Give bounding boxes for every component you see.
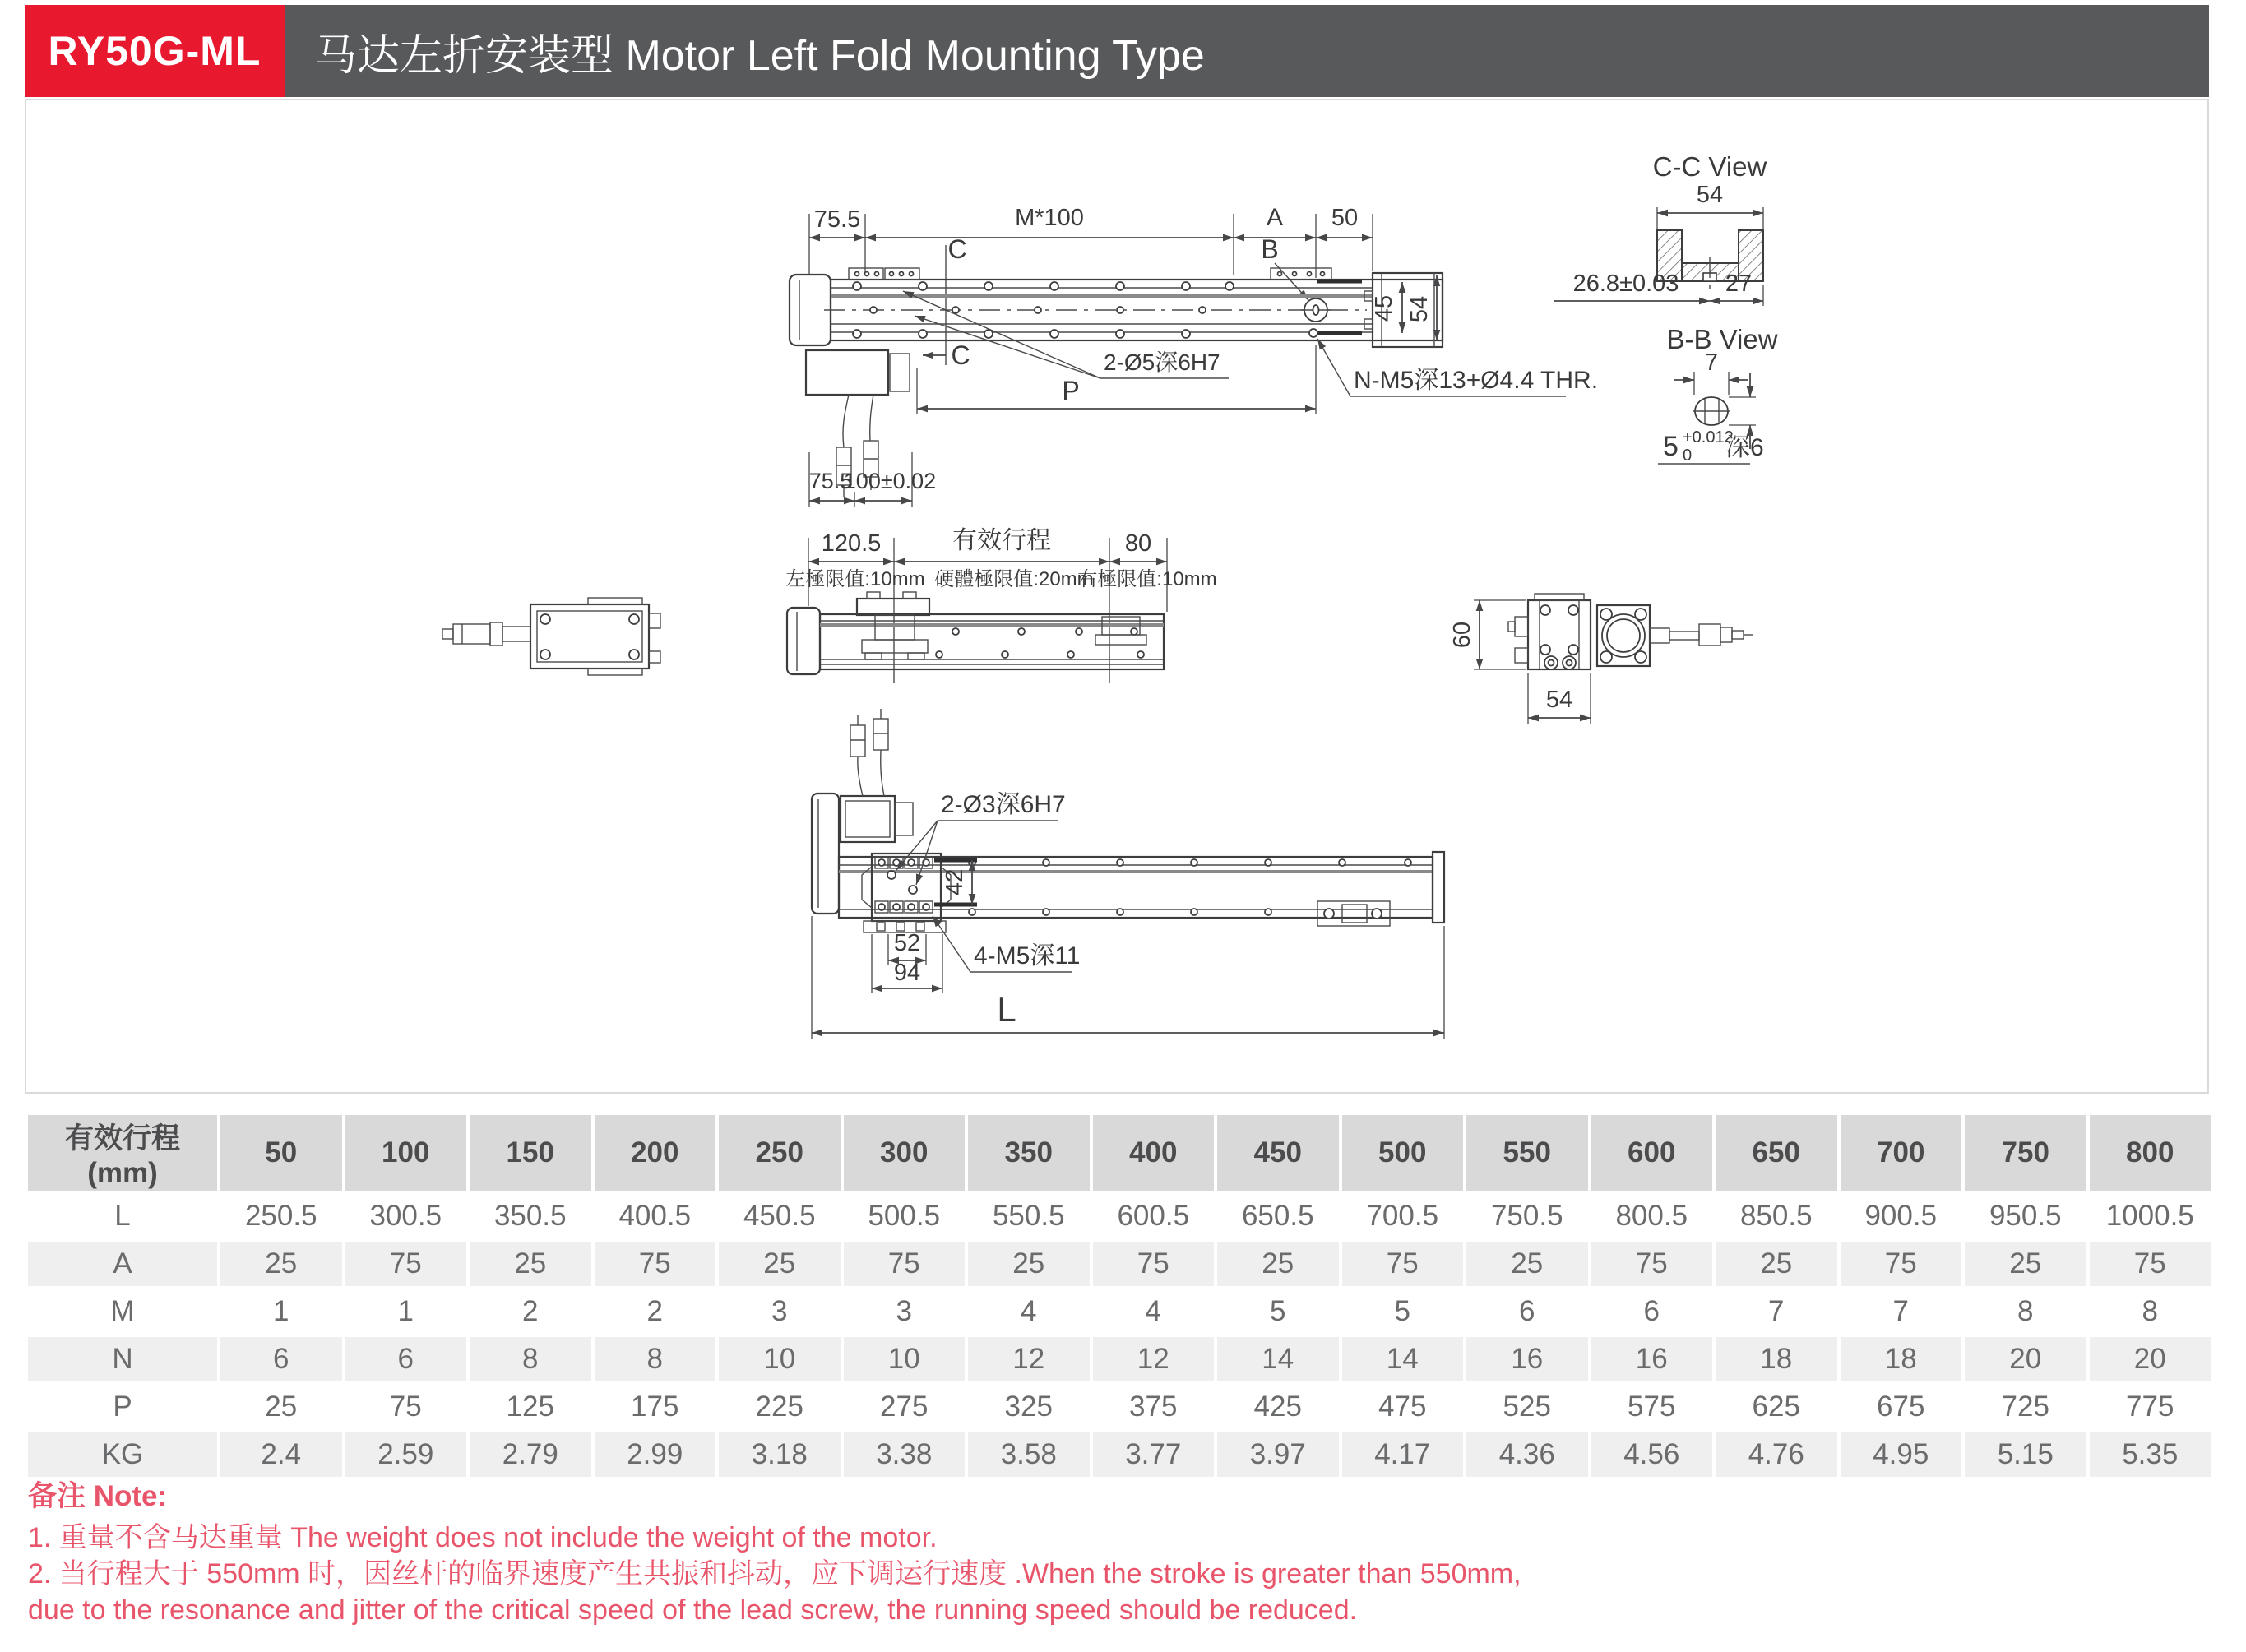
table-cell: 575 (1591, 1385, 1713, 1429)
table-cell: 7 (1716, 1289, 1837, 1334)
row-label: KG (28, 1432, 217, 1477)
table-cell: 4.17 (1342, 1432, 1464, 1477)
dim-label: 5 (1663, 431, 1679, 462)
table-cell: 25 (1716, 1242, 1837, 1286)
table-cell: 3 (719, 1289, 841, 1334)
column-header: 100 (345, 1115, 467, 1191)
view-title: B-B View (1666, 324, 1778, 354)
table-cell: 10 (844, 1337, 966, 1381)
dim-label: P (1062, 376, 1080, 405)
table-cell: 6 (1466, 1289, 1588, 1334)
table-cell: 275 (844, 1385, 966, 1429)
table-cell: 675 (1841, 1385, 1962, 1429)
column-header: 550 (1466, 1115, 1588, 1191)
table-cell: 750.5 (1466, 1194, 1588, 1238)
table-cell: 20 (1965, 1337, 2086, 1381)
row-label: P (28, 1385, 217, 1429)
table-cell: 725 (1965, 1385, 2086, 1429)
column-header: 200 (595, 1115, 716, 1191)
table-cell: 16 (1591, 1337, 1713, 1381)
dim-label: 7 (1704, 349, 1719, 376)
header (25, 5, 2209, 97)
table-cell: 325 (968, 1385, 1090, 1429)
table-cell: 5 (1342, 1289, 1464, 1334)
column-header: 650 (1716, 1115, 1837, 1191)
limit-label: 右極限值:10mm (1077, 568, 1217, 590)
dim-label: L (997, 990, 1016, 1029)
table-cell: 75 (844, 1242, 966, 1286)
table-cell: 18 (1716, 1337, 1837, 1381)
table-cell: 300.5 (345, 1194, 467, 1238)
table-cell: 1 (345, 1289, 467, 1334)
column-header: 750 (1965, 1115, 2086, 1191)
table-cell: 525 (1466, 1385, 1588, 1429)
notes-heading: 备注 Note: (28, 1480, 168, 1512)
table-cell: 4.95 (1841, 1432, 1962, 1477)
table-cell: 4 (968, 1289, 1090, 1334)
dim-label: 50 (1331, 205, 1359, 231)
table-cell: 350.5 (470, 1194, 591, 1238)
dim-label: 42 (942, 868, 968, 896)
table-cell: 25 (719, 1242, 841, 1286)
table-cell: 75 (345, 1385, 467, 1429)
stroke-table (25, 1112, 2214, 1480)
table-cell: 225 (719, 1385, 841, 1429)
table-cell: 6 (1591, 1289, 1713, 1334)
note-line: 2. 当行程大于 550mm 时，因丝杆的临界速度产生共振和抖动，应下调运行速度 .When the stroke is greater than 550mm, (28, 1558, 1521, 1590)
table-cell: 950.5 (1965, 1194, 2086, 1238)
table-cell: 2.79 (470, 1432, 591, 1477)
table-cell: 850.5 (1716, 1194, 1837, 1238)
drawing-panel (25, 99, 2209, 1094)
table-cell: 75 (1093, 1242, 1215, 1286)
column-header: 450 (1217, 1115, 1339, 1191)
dim-label: 80 (1124, 530, 1152, 557)
table-cell: 775 (2090, 1385, 2211, 1429)
table-cell: 400.5 (595, 1194, 716, 1238)
table-cell: 10 (719, 1337, 841, 1381)
note-line: due to the resonance and jitter of the critical speed of the lead screw, the running speed should be reduced. (28, 1594, 1358, 1626)
table-cell: 75 (1841, 1242, 1962, 1286)
dim-label: M*100 (1015, 205, 1084, 231)
column-header: 250 (719, 1115, 841, 1191)
dim-label: 120.5 (821, 530, 882, 557)
dim-label: 26.8±0.03 (1572, 271, 1679, 297)
dim-label: 54 (1696, 182, 1724, 208)
dim-label: 45 (1371, 294, 1397, 322)
table-cell: 12 (1093, 1337, 1215, 1381)
table-cell: 25 (1466, 1242, 1588, 1286)
table-cell: 900.5 (1841, 1194, 1962, 1238)
table-cell: 25 (1965, 1242, 2086, 1286)
table-cell: 14 (1342, 1337, 1464, 1381)
table-cell: 8 (470, 1337, 591, 1381)
table-cell: 4.36 (1466, 1432, 1588, 1477)
table-cell: 25 (968, 1242, 1090, 1286)
table-cell: 7 (1841, 1289, 1962, 1334)
table-cell: 800.5 (1591, 1194, 1713, 1238)
row-label: M (28, 1289, 217, 1334)
column-header: 300 (844, 1115, 966, 1191)
feature-label: N-M5深13+Ø4.4 THR. (1354, 367, 1599, 394)
table-cell: 8 (2090, 1289, 2211, 1334)
table-cell: 2.99 (595, 1432, 716, 1477)
column-header: 600 (1591, 1115, 1713, 1191)
table-cell: 75 (595, 1242, 716, 1286)
table-cell: 25 (1217, 1242, 1339, 1286)
table-cell: 450.5 (719, 1194, 841, 1238)
table-header-row (28, 1115, 2211, 1191)
column-header: 50 (220, 1115, 342, 1191)
table-cell: 75 (2090, 1242, 2211, 1286)
side-view-drawing (785, 527, 1216, 683)
row-label: N (28, 1337, 217, 1381)
table-row (28, 1337, 2211, 1381)
table-cell: 75 (1342, 1242, 1464, 1286)
section-label: C (951, 340, 970, 370)
table-row (28, 1194, 2211, 1238)
table-cell: 18 (1841, 1337, 1962, 1381)
model-badge: RY50G-ML (25, 5, 285, 97)
table-cell: 6 (345, 1337, 467, 1381)
table-cell: 20 (2090, 1337, 2211, 1381)
table-cell: 75 (1591, 1242, 1713, 1286)
cc-view-drawing (1554, 151, 1767, 306)
table-cell: 3.77 (1093, 1432, 1215, 1477)
dim-label: 75.5 (808, 469, 853, 493)
table-cell: 4.56 (1591, 1432, 1713, 1477)
dim-label: 60 (1449, 621, 1475, 649)
table-cell: 8 (1965, 1289, 2086, 1334)
section-label: B (1261, 234, 1279, 264)
technical-drawing (26, 100, 2207, 1092)
feature-label: 2-Ø3深6H7 (941, 791, 1066, 818)
table-cell: 6 (220, 1337, 342, 1381)
table-cell: 3.18 (719, 1432, 841, 1477)
table-row (28, 1289, 2211, 1334)
bb-view-drawing (1658, 324, 1778, 465)
note-line: 1. 重量不含马达重量 The weight does not include the weight of the motor. (28, 1522, 938, 1553)
table-cell: 12 (968, 1337, 1090, 1381)
table-row (28, 1432, 2211, 1477)
table-cell: 25 (220, 1385, 342, 1429)
dim-label: 94 (893, 960, 921, 986)
column-header: 800 (2090, 1115, 2211, 1191)
table-cell: 2.4 (220, 1432, 342, 1477)
row-label: L (28, 1194, 217, 1238)
feature-label: 4-M5深11 (974, 942, 1081, 969)
table-cell: 16 (1466, 1337, 1588, 1381)
table-cell: 75 (345, 1242, 467, 1286)
dim-tolerance: +0.012 (1683, 428, 1734, 447)
dim-tolerance: 0 (1683, 447, 1693, 465)
table-cell: 3.38 (844, 1432, 966, 1477)
column-header: 150 (470, 1115, 591, 1191)
page-title: 马达左折安装型 Motor Left Fold Mounting Type (285, 5, 2209, 97)
table-row (28, 1385, 2211, 1429)
table-cell: 125 (470, 1385, 591, 1429)
table-body (28, 1194, 2211, 1477)
table-cell: 25 (470, 1242, 591, 1286)
bottom-view-drawing (812, 709, 1444, 1039)
table-cell: 8 (595, 1337, 716, 1381)
top-view-drawing (790, 204, 1598, 507)
table-cell: 700.5 (1342, 1194, 1464, 1238)
dim-label: 54 (1545, 687, 1573, 713)
table-cell: 5 (1217, 1289, 1339, 1334)
table-cell: 375 (1093, 1385, 1215, 1429)
table-cell: 1000.5 (2090, 1194, 2211, 1238)
table-cell: 650.5 (1217, 1194, 1339, 1238)
table-cell: 5.35 (2090, 1432, 2211, 1477)
limit-label: 硬體極限值:20mm (934, 568, 1094, 590)
table-cell: 3.58 (968, 1432, 1090, 1477)
table-cell: 5.15 (1965, 1432, 2086, 1477)
column-header: 700 (1841, 1115, 1962, 1191)
dim-label: 54 (1406, 295, 1433, 323)
table-cell: 425 (1217, 1385, 1339, 1429)
table-cell: 3 (844, 1289, 966, 1334)
table-cell: 3.97 (1217, 1432, 1339, 1477)
table-cell: 625 (1716, 1385, 1837, 1429)
column-header: 400 (1093, 1115, 1215, 1191)
column-header: 350 (968, 1115, 1090, 1191)
table-cell: 550.5 (968, 1194, 1090, 1238)
table-cell: 4 (1093, 1289, 1215, 1334)
table-cell: 175 (595, 1385, 716, 1429)
dim-label: 深6 (1725, 434, 1764, 461)
table-cell: 14 (1217, 1337, 1339, 1381)
dim-label: 75.5 (813, 206, 861, 233)
table-cell: 4.76 (1716, 1432, 1837, 1477)
dim-label: A (1266, 204, 1284, 231)
table-cell: 250.5 (220, 1194, 342, 1238)
section-label: C (947, 234, 967, 264)
table-cell: 25 (220, 1242, 342, 1286)
table-cell: 2.59 (345, 1432, 467, 1477)
view-title: C-C View (1652, 151, 1767, 182)
dim-label: 100±0.02 (843, 469, 937, 493)
column-header: 500 (1342, 1115, 1464, 1191)
table-cell: 1 (220, 1289, 342, 1334)
feature-label: 2-Ø5深6H7 (1104, 349, 1220, 375)
row-label: A (28, 1242, 217, 1286)
table-cell: 2 (470, 1289, 591, 1334)
limit-label: 左極限值:10mm (785, 568, 925, 590)
motor-side-view-drawing (442, 598, 660, 675)
dim-label: 52 (893, 930, 921, 956)
dim-label: 27 (1725, 271, 1753, 297)
table-cell: 475 (1342, 1385, 1464, 1429)
table-cell: 2 (595, 1289, 716, 1334)
table-cell: 600.5 (1093, 1194, 1215, 1238)
table-cell: 500.5 (844, 1194, 966, 1238)
end-view-drawing (1449, 594, 1753, 724)
notes (28, 1478, 1521, 1628)
dim-label: 有效行程 (952, 527, 1051, 554)
table-corner-cell: 有效行程 (mm) (28, 1115, 217, 1191)
table-row (28, 1242, 2211, 1286)
